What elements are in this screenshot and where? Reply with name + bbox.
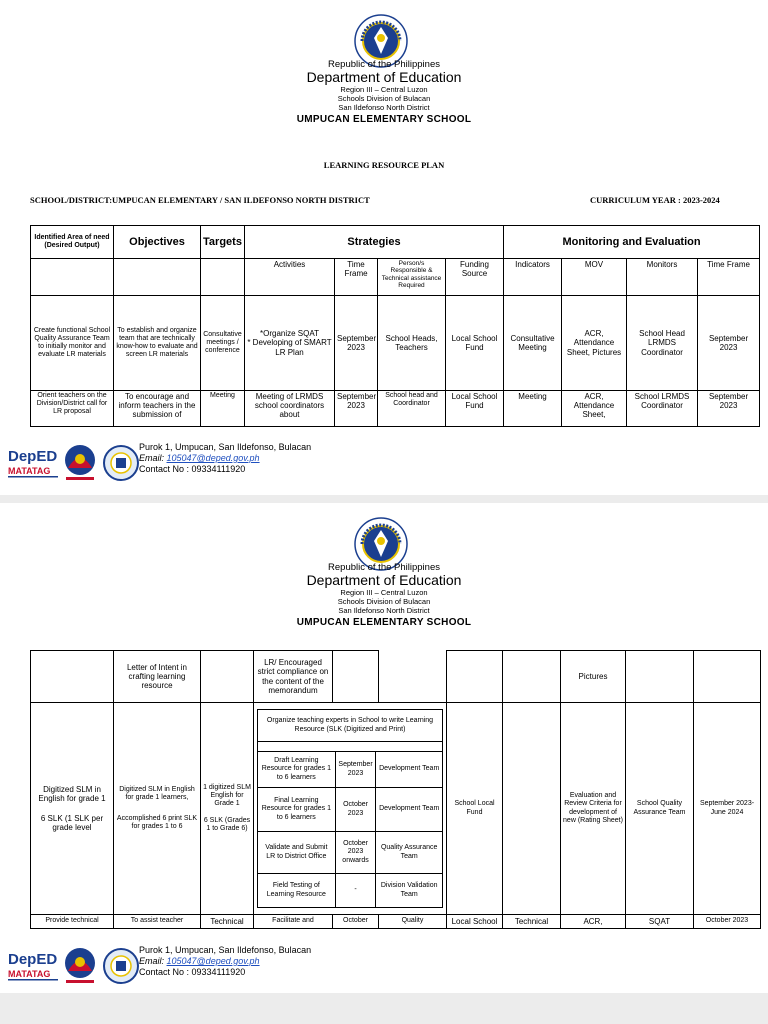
district-text: San Ildefonso North District (338, 606, 430, 615)
r2-mov: ACR, (561, 915, 626, 929)
division-text: Schools Division of Bulacan (337, 94, 431, 103)
svg-text:DepED: DepED (8, 448, 58, 465)
footer-address: Purok 1, Umpucan, San Ildefonso, Bulacan (139, 945, 312, 955)
row1-timeframe2: September 2023 (698, 296, 760, 391)
r1-strategies-block (254, 703, 447, 915)
lr-plan-table-1 (30, 225, 760, 427)
r2-monitors: SQAT (626, 915, 694, 929)
footer-contact: Contact No : 09334111920 (139, 463, 246, 474)
sub-activity: Draft Learning Resource for grades 1 to 6 learners (258, 752, 336, 788)
empty-cell (379, 651, 447, 703)
row2-objectives: To encourage and inform teachers in the submission of (114, 391, 201, 427)
row1-mov: ACR, Attendance Sheet, Pictures (562, 296, 627, 391)
r2-funding: Local School (447, 915, 503, 929)
page-footer (8, 945, 408, 985)
r1-timeframe2: September 2023-June 2024 (694, 703, 761, 915)
department-text: Department of Education (306, 69, 462, 85)
r1-targets (201, 703, 254, 915)
svg-text:MATATAG: MATATAG (8, 969, 51, 979)
row1-timeframe: September 2023 (335, 296, 378, 391)
deped-matatag-logo-icon (8, 446, 58, 478)
republic-text: Republic of the Philippines (328, 562, 440, 573)
row2-mov: ACR, Attendance Sheet, (562, 391, 627, 427)
curriculum-year: CURRICULUM YEAR : 2023-2024 (590, 195, 720, 205)
sub-persons: Quality Assurance Team (376, 832, 443, 874)
bagong-pilipinas-logo-icon (60, 442, 100, 482)
sub-time: - (335, 874, 376, 908)
footer-email-link[interactable]: 105047@deped.gov.ph (166, 955, 260, 966)
r1-area-line1: Digitized SLM in English for grade 1 (38, 785, 106, 804)
school-name: UMPUCAN ELEMENTARY SCHOOL (296, 114, 472, 125)
row2-funding: Local School Fund (446, 391, 504, 427)
r2-persons: Quality (379, 915, 447, 929)
svg-text:DepED: DepED (8, 951, 58, 968)
empty-cell (626, 651, 694, 703)
subheader-monitors: Monitors (627, 259, 698, 296)
empty-cell (447, 651, 503, 703)
r1-objective-1: Digitized SLM in English for grade 1 learners, (119, 786, 195, 802)
bagong-pilipinas-logo-icon (60, 945, 100, 985)
district-text: San Ildefonso North District (338, 103, 430, 112)
spacer (33, 804, 111, 814)
department-text: Department of Education (306, 572, 462, 588)
plan-title: LEARNING RESOURCE PLAN (323, 160, 445, 170)
r0-activities: LR/ Encouraged strict compliance on the content of the memorandum (254, 651, 333, 703)
page-divider (0, 993, 768, 1024)
r1-target-2: 6 SLK (Grades 1 to Grade 6) (203, 816, 251, 832)
school-district-line: SCHOOL/DISTRICT:UMPUCAN ELEMENTARY / SAN ILDEFONSO NORTH DISTRICT (30, 195, 370, 205)
sub-persons: Development Team (376, 752, 443, 788)
row1-funding: Local School Fund (446, 296, 504, 391)
r1-area (31, 703, 114, 915)
division-text: Schools Division of Bulacan (337, 597, 431, 606)
subheader-timeframe2: Time Frame (698, 259, 760, 296)
r1-objectives (114, 703, 201, 915)
lr-plan-table-2 (30, 650, 761, 929)
header-monitoring: Monitoring and Evaluation (504, 226, 760, 259)
school-logo-icon (101, 947, 141, 985)
row2-area: Orient teachers on the Division/District call for LR proposal (31, 391, 114, 427)
footer-email-link[interactable]: 105047@deped.gov.ph (166, 452, 260, 463)
footer-email-row (139, 453, 311, 464)
r0-objectives: Letter of Intent in crafting learning resource (114, 651, 201, 703)
svg-text:MATATAG: MATATAG (8, 466, 51, 476)
sub-activity: Final Learning Resource for grades 1 to 6 learners (258, 788, 336, 832)
subheader-funding: Funding Source (446, 259, 504, 296)
document-page-1 (0, 0, 768, 495)
row2-targets: Meeting (201, 391, 245, 427)
empty-cell (31, 651, 114, 703)
empty-cell (258, 742, 443, 752)
page-divider (0, 495, 768, 503)
spacer (116, 803, 198, 815)
footer-address: Purok 1, Umpucan, San Ildefonso, Bulacan (139, 442, 312, 452)
deped-matatag-logo-icon (8, 949, 58, 981)
subheader-timeframe: Time Frame (335, 259, 378, 296)
row2-monitors: School LRMDS Coordinator (627, 391, 698, 427)
row1-area: Create functional School Quality Assurance Team to initially monitor and evaluate LR materials (31, 296, 114, 391)
header-targets: Targets (201, 226, 245, 259)
r1-area-line2: 6 SLK (1 SLK per grade level (40, 813, 104, 832)
sub-activity: Validate and Submit LR to District Office (258, 832, 336, 874)
r1-mov: Evaluation and Review Criteria for development of new (Rating Sheet) (561, 703, 626, 915)
r2-targets: Technical (201, 915, 254, 929)
row2-activities: Meeting of LRMDS school coordinators about (245, 391, 335, 427)
sub-time: October 2023 (335, 788, 376, 832)
empty-cell (694, 651, 761, 703)
r1-activity-header: Organize teaching experts in School to write Learning Resource (SLK (Digitized and Print) (258, 710, 443, 742)
footer-contact: Contact No : 09334111920 (139, 966, 246, 977)
row1-activity-1: *Organize SQAT (260, 329, 319, 339)
republic-text: Republic of the Philippines (328, 59, 440, 70)
page-footer (8, 442, 408, 482)
region-text: Region III – Central Luzon (340, 85, 428, 94)
sub-persons: Division Validation Team (376, 874, 443, 908)
subheader-activities: Activities (245, 259, 335, 296)
r2-area: Provide technical (31, 915, 114, 929)
r1-monitors: School Quality Assurance Team (626, 703, 694, 915)
r2-timeframe: October (333, 915, 379, 929)
r1-objective-2: Accomplished 6 print SLK for grades 1 to 6 (116, 814, 198, 830)
r2-indicators: Technical (503, 915, 561, 929)
row1-activity-2: * Developing of SMART LR Plan (247, 338, 332, 357)
row2-timeframe: September 2023 (335, 391, 378, 427)
footer-email-label: Email: (139, 955, 167, 966)
row2-timeframe2: September 2023 (698, 391, 760, 427)
subheader-mov: MOV (562, 259, 627, 296)
empty-cell (201, 651, 254, 703)
empty-cell (31, 259, 114, 296)
header-strategies: Strategies (245, 226, 504, 259)
sub-activity: Field Testing of Learning Resource (258, 874, 336, 908)
sub-persons: Development Team (376, 788, 443, 832)
header-objectives: Objectives (114, 226, 201, 259)
r2-timeframe2: October 2023 (694, 915, 761, 929)
empty-cell (114, 259, 201, 296)
footer-email-label: Email: (139, 452, 167, 463)
spacer (203, 809, 251, 817)
footer-email-row (139, 956, 311, 967)
footer-contact-block (139, 945, 311, 977)
row1-persons: School Heads, Teachers (378, 296, 446, 391)
footer-contact-block (139, 442, 311, 474)
row2-persons: School head and Coordinator (378, 391, 446, 427)
subheader-persons: Person/s Responsible & Technical assistance Required (378, 259, 446, 296)
empty-cell (333, 651, 379, 703)
r1-target-1: 1 digitized SLM English for Grade 1 (203, 784, 251, 808)
row1-objectives: To establish and organize team that are technically know-how to evaluate and screen LR materials (114, 296, 201, 391)
school-logo-icon (101, 444, 141, 482)
row1-targets: Consultative meetings / conference (201, 296, 245, 391)
sub-time: October 2023 onwards (335, 832, 376, 874)
empty-cell (503, 703, 561, 915)
row1-indicators: Consultative Meeting (504, 296, 562, 391)
row2-indicators: Meeting (504, 391, 562, 427)
r2-objectives: To assist teacher (114, 915, 201, 929)
subheader-indicators: Indicators (504, 259, 562, 296)
r2-activities: Facilitate and (254, 915, 333, 929)
row1-activities (245, 296, 335, 391)
header-area: Identified Area of need (Desired Output) (31, 226, 114, 259)
r0-mov: Pictures (561, 651, 626, 703)
r1-sub-table (257, 709, 443, 908)
school-name: UMPUCAN ELEMENTARY SCHOOL (296, 617, 472, 628)
empty-cell (201, 259, 245, 296)
row1-monitors: School Head LRMDS Coordinator (627, 296, 698, 391)
r1-funding: School Local Fund (447, 703, 503, 915)
document-page-2 (0, 503, 768, 993)
empty-cell (503, 651, 561, 703)
sub-time: September 2023 (335, 752, 376, 788)
region-text: Region III – Central Luzon (340, 588, 428, 597)
